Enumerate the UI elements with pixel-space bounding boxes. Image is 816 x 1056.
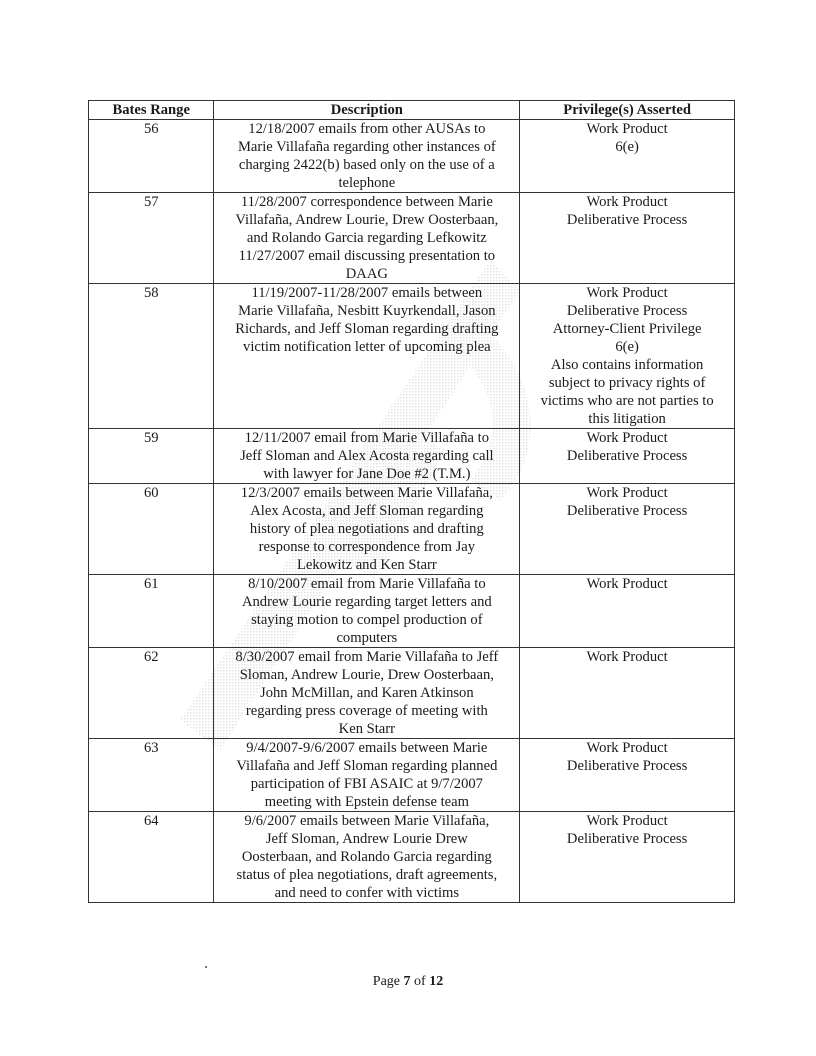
description-line: Jeff Sloman and Alex Acosta regarding call bbox=[240, 448, 494, 464]
page-label: Page bbox=[372, 974, 404, 989]
privilege-cell bbox=[520, 739, 735, 812]
table-row bbox=[89, 193, 735, 284]
privilege-line: Work Product bbox=[586, 430, 668, 446]
description-cell bbox=[214, 484, 520, 575]
description-line: Marie Villafaña regarding other instances of bbox=[237, 139, 496, 155]
description-cell bbox=[214, 120, 520, 193]
description-line: 11/19/2007-11/28/2007 emails between bbox=[251, 285, 483, 301]
description-line: meeting with Epstein defense team bbox=[264, 794, 469, 810]
description-line: Ken Starr bbox=[338, 721, 396, 737]
description-cell bbox=[214, 284, 520, 429]
privilege-line: Work Product bbox=[586, 576, 668, 592]
description-cell bbox=[214, 575, 520, 648]
privilege-line: Deliberative Process bbox=[566, 758, 688, 774]
table-row bbox=[89, 120, 735, 193]
privilege-line: Deliberative Process bbox=[566, 503, 688, 519]
bates-number: 62 bbox=[89, 648, 214, 739]
description-cell bbox=[214, 812, 520, 903]
privilege-line: Deliberative Process bbox=[566, 303, 688, 319]
description-line: Villafaña and Jeff Sloman regarding planned bbox=[236, 758, 498, 774]
privilege-cell bbox=[520, 429, 735, 484]
description-line: Marie Villafaña, Nesbitt Kuyrkendall, Jason bbox=[238, 303, 496, 319]
bates-number: 64 bbox=[89, 812, 214, 903]
privilege-cell bbox=[520, 193, 735, 284]
description-line: DAAG bbox=[345, 266, 388, 282]
description-line: 8/10/2007 email from Marie Villafaña to bbox=[248, 576, 486, 592]
privilege-line: this litigation bbox=[588, 411, 666, 427]
description-line: computers bbox=[336, 630, 398, 646]
description-line: Andrew Lourie regarding target letters and bbox=[241, 594, 492, 610]
privilege-line: Work Product bbox=[586, 813, 668, 829]
description-line: 11/27/2007 email discussing presentation to bbox=[238, 248, 496, 264]
privilege-cell bbox=[520, 284, 735, 429]
description-line: 9/6/2007 emails between Marie Villafaña, bbox=[244, 813, 490, 829]
table-row bbox=[89, 284, 735, 429]
description-cell bbox=[214, 429, 520, 484]
bates-number: 57 bbox=[89, 193, 214, 284]
description-line: and Rolando Garcia regarding Lefkowitz bbox=[246, 230, 487, 246]
description-line: regarding press coverage of meeting with bbox=[245, 703, 488, 719]
privilege-line: 6(e) bbox=[615, 339, 639, 355]
privilege-line: Work Product bbox=[586, 485, 668, 501]
table-body bbox=[89, 120, 735, 903]
description-line: Villafaña, Andrew Lourie, Drew Oosterbaan, bbox=[235, 212, 499, 228]
table-row bbox=[89, 575, 735, 648]
description-line: 12/3/2007 emails between Marie Villafaña, bbox=[240, 485, 493, 501]
header-bates-range: Bates Range bbox=[89, 101, 214, 120]
description-line: status of plea negotiations, draft agreements, bbox=[236, 867, 498, 883]
header-privilege: Privilege(s) Asserted bbox=[520, 101, 735, 120]
privilege-line: Work Product bbox=[586, 194, 668, 210]
privilege-line: Deliberative Process bbox=[566, 212, 688, 228]
privilege-cell bbox=[520, 120, 735, 193]
description-line: participation of FBI ASAIC at 9/7/2007 bbox=[250, 776, 483, 792]
page-footer bbox=[0, 974, 816, 990]
description-cell bbox=[214, 193, 520, 284]
table-row bbox=[89, 739, 735, 812]
table-row bbox=[89, 484, 735, 575]
table-header-row bbox=[89, 101, 735, 120]
table-row bbox=[89, 648, 735, 739]
privilege-line: subject to privacy rights of bbox=[548, 375, 706, 391]
scan-speck bbox=[205, 966, 207, 968]
privilege-line: Attorney-Client Privilege bbox=[552, 321, 702, 337]
table-row bbox=[89, 429, 735, 484]
privilege-cell bbox=[520, 484, 735, 575]
description-line: victim notification letter of upcoming plea bbox=[243, 339, 491, 355]
description-cell bbox=[214, 739, 520, 812]
description-line: response to correspondence from Jay bbox=[258, 539, 476, 555]
description-line: Alex Acosta, and Jeff Sloman regarding bbox=[250, 503, 484, 519]
privilege-line: Deliberative Process bbox=[566, 831, 688, 847]
page-total: 12 bbox=[429, 974, 444, 989]
page-current: 7 bbox=[403, 974, 411, 989]
description-line: Jeff Sloman, Andrew Lourie Drew bbox=[265, 831, 468, 847]
privilege-line: Work Product bbox=[586, 121, 668, 137]
bates-number: 58 bbox=[89, 284, 214, 429]
bates-number: 63 bbox=[89, 739, 214, 812]
privilege-line: 6(e) bbox=[615, 139, 639, 155]
description-line: Sloman, Andrew Lourie, Drew Oosterbaan, bbox=[239, 667, 494, 683]
bates-number: 56 bbox=[89, 120, 214, 193]
privilege-log-table bbox=[88, 100, 735, 903]
description-line: charging 2422(b) based only on the use of a bbox=[238, 157, 495, 173]
description-line: Richards, and Jeff Sloman regarding drafting bbox=[235, 321, 499, 337]
header-description: Description bbox=[214, 101, 520, 120]
privilege-line: Deliberative Process bbox=[566, 448, 688, 464]
description-line: Oosterbaan, and Rolando Garcia regarding bbox=[241, 849, 492, 865]
privilege-line: Also contains information bbox=[550, 357, 704, 373]
description-line: John McMillan, and Karen Atkinson bbox=[260, 685, 474, 701]
page-of: of bbox=[410, 974, 430, 989]
bates-number: 60 bbox=[89, 484, 214, 575]
description-line: and need to confer with victims bbox=[274, 885, 460, 901]
privilege-line: victims who are not parties to bbox=[540, 393, 714, 409]
description-line: staying motion to compel production of bbox=[251, 612, 483, 628]
privilege-cell bbox=[520, 812, 735, 903]
description-line: 11/28/2007 correspondence between Marie bbox=[240, 194, 493, 210]
description-line: with lawyer for Jane Doe #2 (T.M.) bbox=[263, 466, 471, 482]
description-cell bbox=[214, 648, 520, 739]
table-row bbox=[89, 812, 735, 903]
description-line: 9/4/2007-9/6/2007 emails between Marie bbox=[246, 740, 488, 756]
description-line: telephone bbox=[338, 175, 396, 191]
description-line: 12/18/2007 emails from other AUSAs to bbox=[248, 121, 486, 137]
bates-number: 61 bbox=[89, 575, 214, 648]
privilege-cell bbox=[520, 648, 735, 739]
description-line: Lekowitz and Ken Starr bbox=[296, 557, 437, 573]
privilege-line: Work Product bbox=[586, 740, 668, 756]
privilege-line: Work Product bbox=[586, 649, 668, 665]
description-line: history of plea negotiations and drafting bbox=[249, 521, 484, 537]
privilege-cell bbox=[520, 575, 735, 648]
description-line: 8/30/2007 email from Marie Villafaña to Jeff bbox=[235, 649, 499, 665]
privilege-line: Work Product bbox=[586, 285, 668, 301]
description-line: 12/11/2007 email from Marie Villafaña to bbox=[244, 430, 489, 446]
bates-number: 59 bbox=[89, 429, 214, 484]
